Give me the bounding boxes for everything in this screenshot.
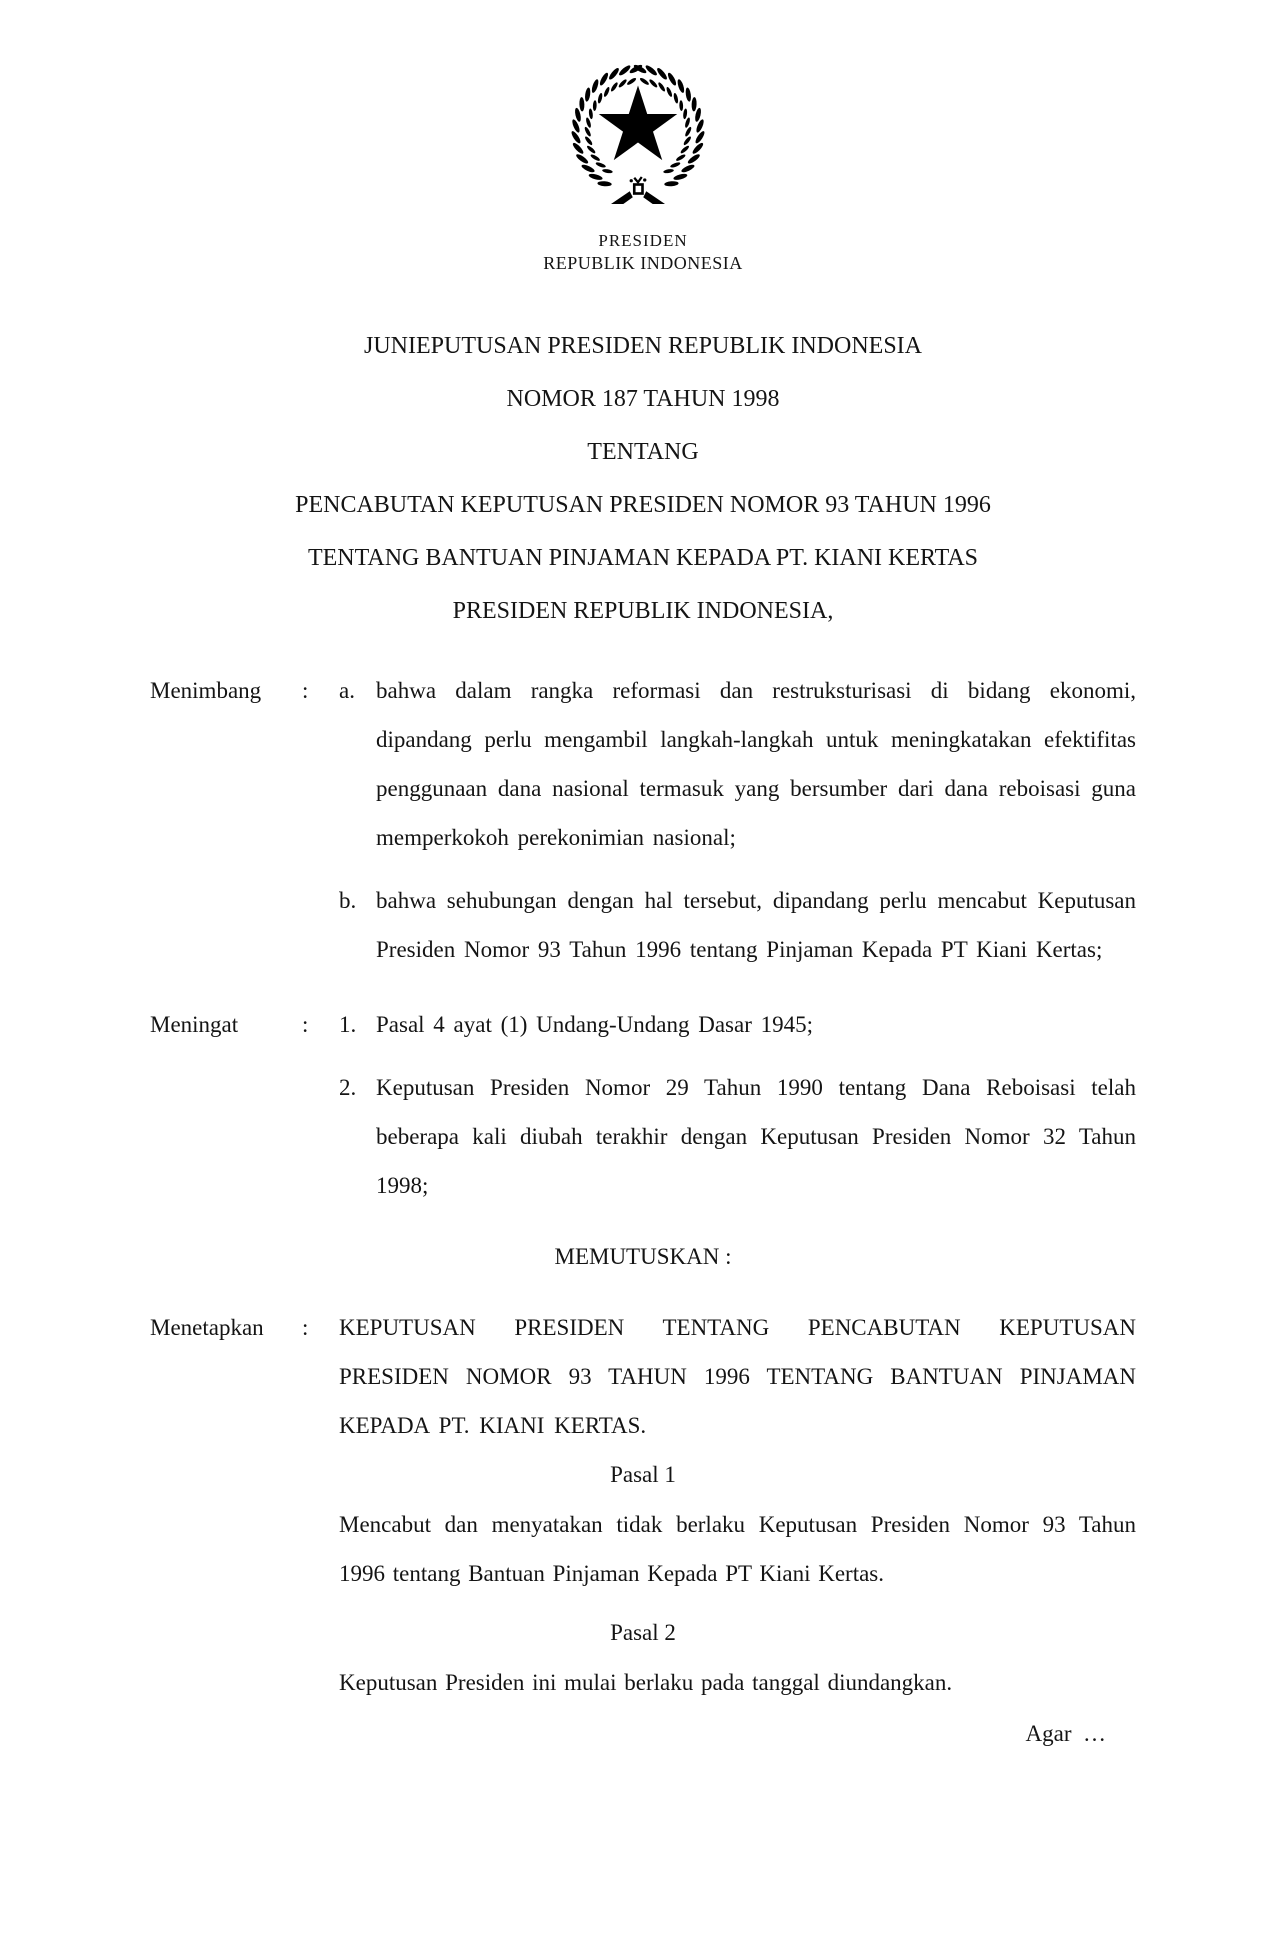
meningat-colon: : bbox=[302, 1012, 309, 1037]
meningat-item-1 bbox=[339, 1000, 1136, 1049]
menimbang-clause bbox=[150, 666, 1136, 974]
meningat-item-2 bbox=[339, 1063, 1136, 1210]
item-text: Keputusan Presiden Nomor 29 Tahun 1990 tentang Dana Reboisasi telah beberapa kali diubah terakhir dengan Keputusan Presiden Nomor 32 Tahun 1998; bbox=[376, 1075, 1136, 1198]
pasal-2-heading: Pasal 2 bbox=[610, 1620, 676, 1645]
item-text: bahwa sehubungan dengan hal tersebut, dipandang perlu mencabut Keputusan Presiden Nomor 93 Tahun 1996 tentang Pinjaman Kepada PT Kiani Kertas; bbox=[376, 888, 1136, 962]
menetapkan-text: KEPUTUSAN PRESIDEN TENTANG PENCABUTAN KEPUTUSAN PRESIDEN NOMOR 93 TAHUN 1996 TENTANG BANTUAN PINJAMAN KEPADA PT. KIANI KERTAS. bbox=[339, 1315, 1136, 1438]
title-subject-1: PENCABUTAN KEPUTUSAN PRESIDEN NOMOR 93 TAHUN 1996 bbox=[295, 492, 991, 518]
item-marker: 2. bbox=[339, 1075, 357, 1100]
item-marker: 1. bbox=[339, 1012, 357, 1037]
meningat-clause bbox=[150, 1000, 1136, 1210]
national-emblem bbox=[563, 54, 713, 204]
pasal-2-text: Keputusan Presiden ini mulai berlaku pada tanggal diundangkan. bbox=[339, 1670, 953, 1695]
title-line: JUNIEPUTUSAN PRESIDEN REPUBLIK INDONESIA bbox=[363, 333, 922, 359]
pasal-1-text: Mencabut dan menyatakan tidak berlaku Keputusan Presiden Nomor 93 Tahun 1996 tentang Bantuan Pinjaman Kepada PT Kiani Kertas. bbox=[339, 1512, 1136, 1586]
title-issuer: PRESIDEN REPUBLIK INDONESIA, bbox=[452, 598, 834, 624]
star-wreath-emblem-graphic bbox=[563, 54, 713, 204]
memutuskan-heading: MEMUTUSKAN : bbox=[554, 1244, 732, 1269]
title-number: NOMOR 187 TAHUN 1998 bbox=[506, 386, 780, 412]
menimbang-label: Menimbang bbox=[150, 678, 262, 703]
ribbon-bow bbox=[611, 177, 665, 204]
item-text: bahwa dalam rangka reformasi dan restruksturisasi di bidang ekonomi, dipandang perlu mengambil langkah-langkah untuk meningkatakan efektifitas penggunaan dana nasional termasuk yang bersumber dari dana reboisasi guna memperkokoh perekonimian nasional; bbox=[376, 678, 1136, 850]
authority-country: REPUBLIK INDONESIA bbox=[543, 253, 743, 273]
issuing-authority bbox=[150, 230, 1136, 274]
menetapkan-clause bbox=[150, 1303, 1136, 1450]
catchword-agar: Agar … bbox=[1025, 1721, 1106, 1746]
title-subject-2: TENTANG BANTUAN PINJAMAN KEPADA PT. KIANI KERTAS bbox=[307, 545, 979, 571]
star-icon bbox=[598, 86, 676, 161]
title-tentang: TENTANG bbox=[587, 439, 699, 465]
menimbang-colon: : bbox=[302, 678, 309, 703]
meningat-label: Meningat bbox=[150, 1012, 239, 1037]
menetapkan-colon: : bbox=[302, 1315, 309, 1340]
pasal-1-heading: Pasal 1 bbox=[610, 1462, 676, 1487]
item-marker: a. bbox=[339, 678, 355, 703]
preamble bbox=[150, 666, 1136, 1210]
menetapkan-label: Menetapkan bbox=[150, 1315, 264, 1340]
menimbang-item-a bbox=[339, 666, 1136, 862]
item-marker: b. bbox=[339, 888, 357, 913]
authority-name: PRESIDEN bbox=[598, 231, 688, 250]
decree-title bbox=[150, 320, 1136, 638]
menimbang-item-b bbox=[339, 876, 1136, 974]
item-text: Pasal 4 ayat (1) Undang-Undang Dasar 1945; bbox=[376, 1012, 813, 1037]
